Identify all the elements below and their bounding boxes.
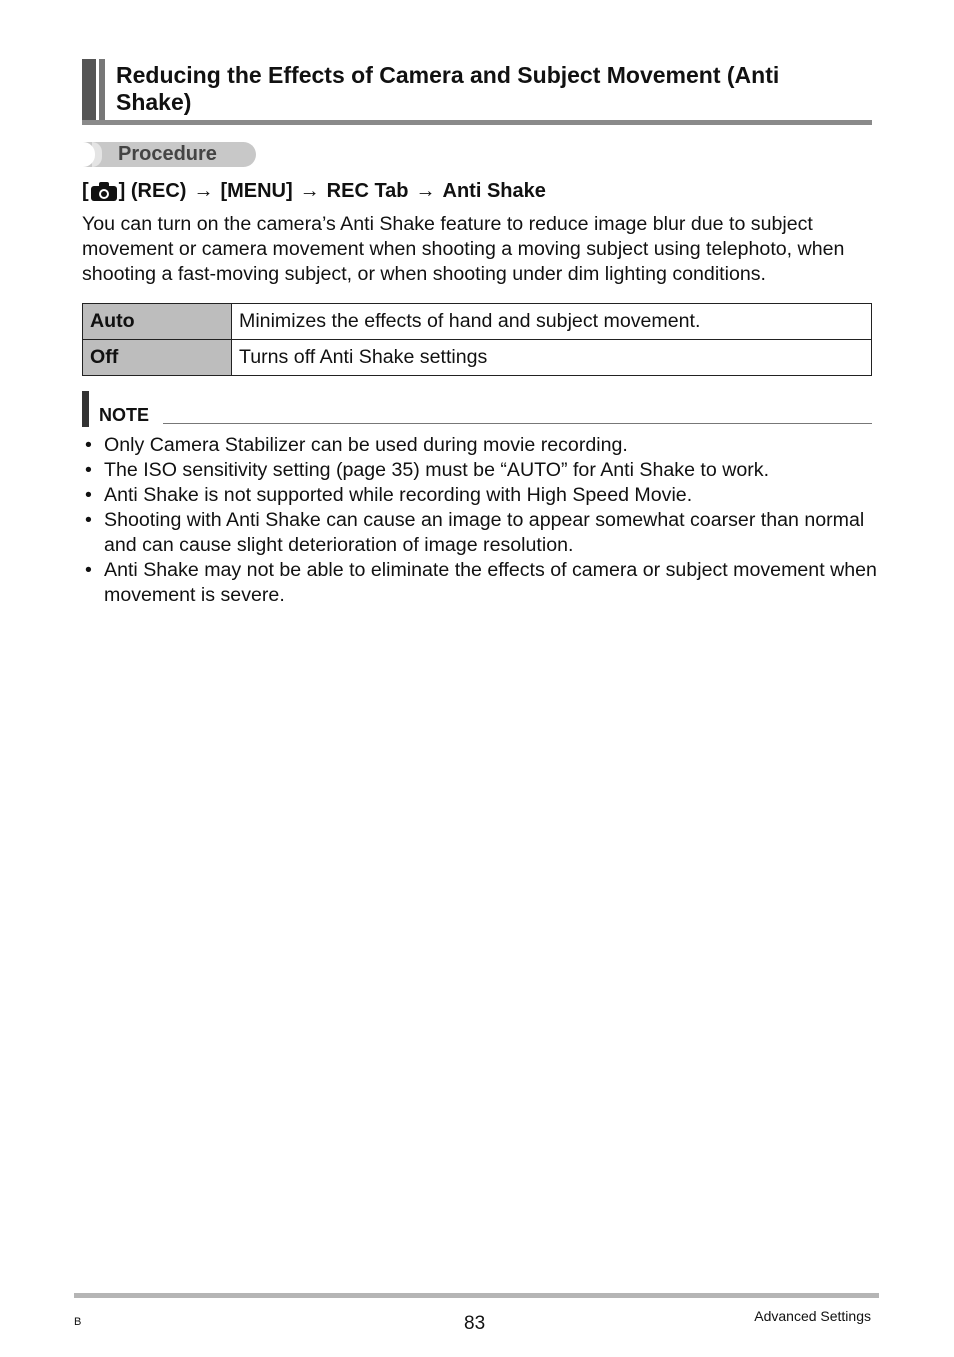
footer-marker: B — [74, 1316, 82, 1328]
note-text: Anti Shake is not supported while recording with High Speed Movie. — [104, 484, 693, 506]
procedure-label: Procedure — [118, 143, 217, 165]
menu-path — [82, 177, 546, 205]
bullet-icon: • — [85, 509, 92, 531]
setting-description: Minimizes the effects of hand and subject movement. — [232, 304, 872, 340]
note-divider — [163, 423, 872, 424]
note-text: Anti Shake may not be able to eliminate the effects of camera or subject movement when movement is severe. — [104, 559, 877, 606]
path-rec: ] (REC) — [118, 179, 187, 202]
path-menu: [MENU] — [220, 179, 293, 202]
note-text: The ISO sensitivity setting (page 35) must be “AUTO” for Anti Shake to work. — [104, 459, 770, 481]
title-underline — [82, 120, 872, 125]
list-item — [82, 458, 882, 483]
setting-key: Off — [83, 340, 232, 376]
bullet-icon: • — [85, 459, 92, 481]
list-item — [82, 508, 882, 558]
bullet-icon: • — [85, 484, 92, 506]
bullet-icon: • — [85, 434, 92, 456]
path-tab: REC Tab — [326, 179, 409, 202]
note-text: Shooting with Anti Shake can cause an image to appear somewhat coarser than normal and can cause slight deterioration of image resolution. — [104, 509, 865, 556]
settings-table — [82, 303, 872, 376]
intro-paragraph: You can turn on the camera’s Anti Shake feature to reduce image blur due to subject movement or camera movement when shooting a moving subject using telephoto, when shooting a fast-moving subject, or when shooting under dim lighting conditions. — [82, 213, 845, 285]
setting-description: Turns off Anti Shake settings — [232, 340, 872, 376]
arrow-right-icon: → — [415, 179, 436, 202]
camera-icon — [91, 182, 117, 201]
notes-list — [82, 433, 882, 608]
setting-key: Auto — [83, 304, 232, 340]
note-marker — [82, 391, 89, 427]
list-item — [82, 483, 882, 508]
note-label: NOTE — [99, 405, 150, 425]
footer-divider — [74, 1293, 879, 1298]
table-row — [83, 340, 872, 376]
bullet-icon: • — [85, 559, 92, 581]
section-name: Advanced Settings — [754, 1308, 871, 1324]
page-title: Reducing the Effects of Camera and Subject Movement (Anti Shake) — [116, 62, 780, 115]
arrow-right-icon: → — [193, 179, 214, 202]
page-number: 83 — [464, 1313, 486, 1334]
note-text: Only Camera Stabilizer can be used during movie recording. — [104, 434, 628, 456]
arrow-right-icon: → — [299, 179, 320, 202]
path-open-bracket: [ — [82, 179, 89, 202]
list-item — [82, 433, 882, 458]
table-row — [83, 304, 872, 340]
list-item — [82, 558, 882, 608]
path-item: Anti Shake — [442, 179, 546, 202]
